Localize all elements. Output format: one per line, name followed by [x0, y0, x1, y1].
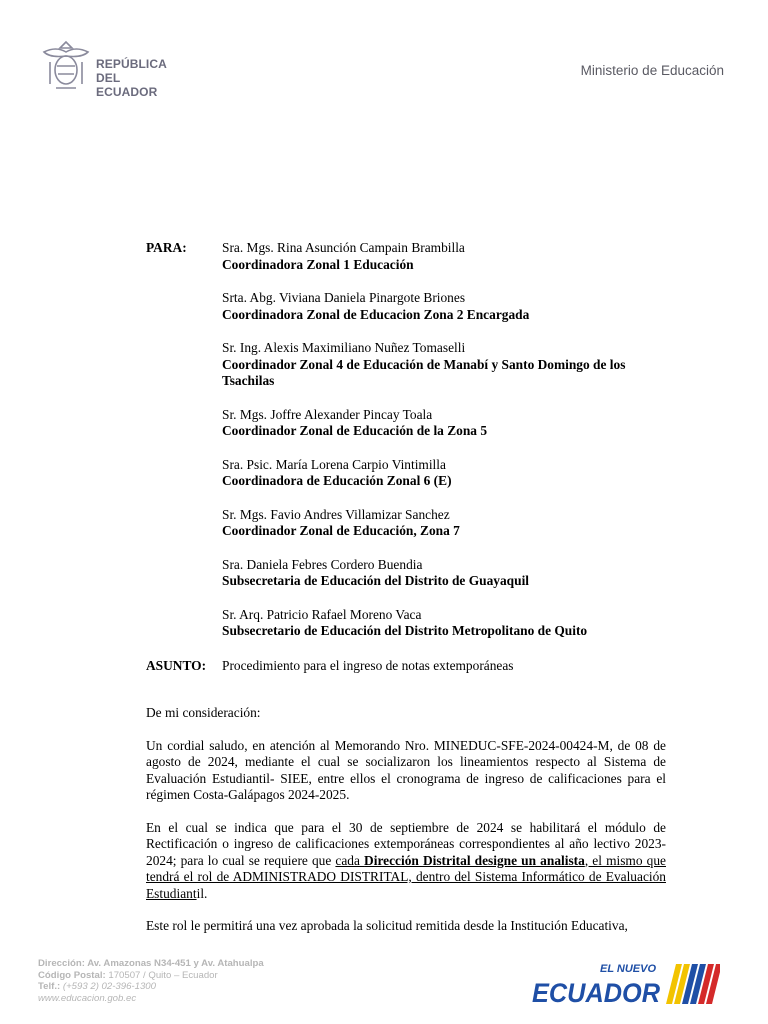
recipient-name: Sra. Psic. María Lorena Carpio Vintimilla — [222, 456, 446, 472]
recipient-name: Sra. Mgs. Rina Asunción Campain Brambilla — [222, 240, 465, 255]
recipient — [222, 240, 666, 273]
recipient-title: Subsecretario de Educación del Distrito Metropolitano de Quito — [222, 623, 588, 638]
recipient-name: Sra. Daniela Febres Cordero Buendia — [222, 556, 423, 572]
recipient — [222, 290, 666, 323]
paragraph-2-text: En el cual se indica que para el 30 de septiembre de 2024 se habilitará el módulo de Rectificación o ingreso de calificaciones extemporáneas correspondientes al año lectivo 2023-2024; para lo cual se requiere que — [146, 819, 666, 868]
coat-of-arms-icon — [36, 36, 96, 96]
recipient-name: Sr. Mgs. Favio Andres Villamizar Sanchez — [222, 506, 450, 522]
recipient-title: Coordinador Zonal 4 de Educación de Manabí y Santo Domingo de los Tsachilas — [222, 356, 626, 388]
paragraph-2-end: il. — [196, 885, 208, 901]
asunto-label: ASUNTO: — [146, 657, 207, 673]
recipient — [222, 457, 666, 490]
paragraph-2-underlined: cada Dirección Distrital designe un analista, el mismo que tendrá el rol de ADMINISTRADO DISTRITAL, dentro del Sistema Informático de Evaluación Estudiant — [146, 852, 666, 901]
recipient-title: Coordinador Zonal de Educación de la Zona 5 — [222, 423, 488, 438]
footer-address — [38, 958, 264, 1004]
footer-telf: Telf.: (+593 2) 02-396-1300 — [38, 981, 156, 992]
ministerio-label: Ministerio de Educación — [580, 63, 724, 78]
footer-codigo: Código Postal: 170507 / Quito – Ecuador — [38, 969, 218, 981]
recipient-title: Coordinadora de Educación Zonal 6 (E) — [222, 473, 452, 488]
recipient-title: Coordinadora Zonal 1 Educación — [222, 256, 414, 272]
asunto-section — [146, 658, 666, 675]
letter-body — [146, 240, 666, 935]
recipient — [222, 607, 666, 640]
brand-small-text: EL NUEVO — [600, 963, 657, 975]
recipient-title: Coordinadora Zonal de Educacion Zona 2 Encargada — [222, 306, 530, 322]
footer-web: www.educacion.gob.ec — [38, 992, 137, 1004]
recipient — [222, 340, 666, 390]
brand-stripes-icon — [666, 964, 720, 1004]
para-label: PARA: — [146, 240, 187, 255]
el-nuevo-ecuador-logo — [530, 958, 720, 1008]
recipient — [222, 507, 666, 540]
republica-label: REPÚBLICA DEL ECUADOR — [96, 57, 167, 99]
asunto-text: Procedimiento para el ingreso de notas extemporáneas — [222, 657, 514, 673]
greeting: De mi consideración: — [146, 705, 261, 720]
recipient — [222, 557, 666, 590]
recipient-list — [222, 240, 666, 657]
brand-big-text: ECUADOR — [532, 978, 661, 1008]
recipient-name: Sr. Arq. Patricio Rafael Moreno Vaca — [222, 606, 422, 622]
recipient-name: Sr. Ing. Alexis Maximiliano Nuñez Tomaselli — [222, 340, 466, 355]
paragraph-1: Un cordial saludo, en atención al Memorando Nro. MINEDUC-SFE-2024-00424-M, de 08 de agosto de 2024, mediante el cual se socializaron los lineamientos respecto al Sistema de Evaluación Estudiantil- SIEE, entre ellos el cronograma de ingreso de calificaciones para el régimen Costa-Galápagos 2024-2025. — [146, 737, 666, 802]
para-section — [146, 240, 666, 657]
paragraph-2-bold: Dirección Distrital designe un analista — [364, 852, 585, 868]
recipient — [222, 407, 666, 440]
recipient-title: Coordinador Zonal de Educación, Zona 7 — [222, 523, 460, 538]
footer-direccion: Dirección: Av. Amazonas N34-451 y Av. Atahualpa — [38, 958, 264, 969]
recipient-name: Sr. Mgs. Joffre Alexander Pincay Toala — [222, 406, 433, 422]
recipient-name: Srta. Abg. Viviana Daniela Pinargote Briones — [222, 290, 466, 305]
recipient-title: Subsecretaria de Educación del Distrito de Guayaquil — [222, 573, 530, 588]
header-logo — [36, 36, 176, 99]
paragraph-2 — [146, 820, 666, 903]
paragraph-3: Este rol le permitirá una vez aprobada la solicitud remitida desde la Institución Educativa, — [146, 918, 628, 933]
